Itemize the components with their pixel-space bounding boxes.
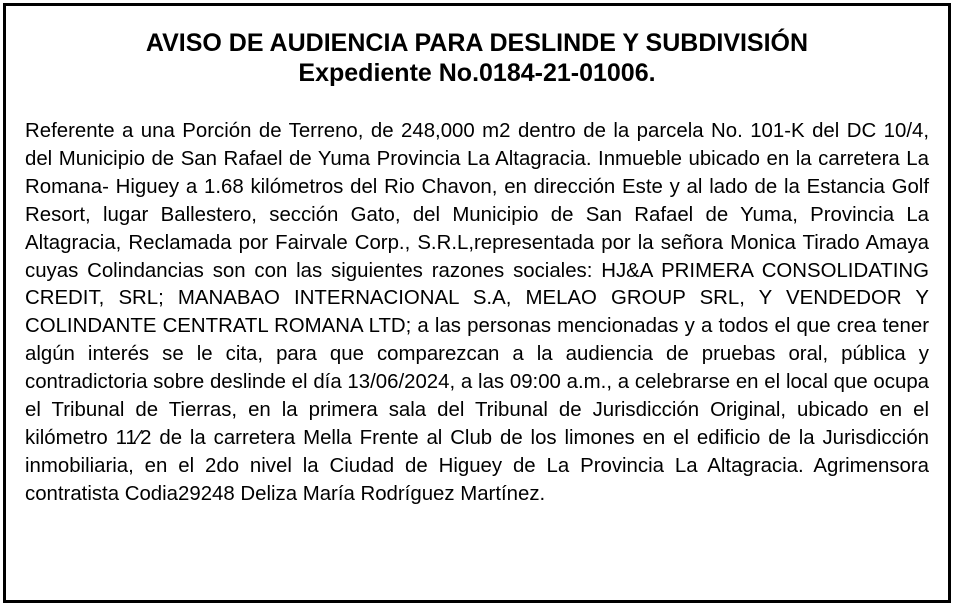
notice-body-text: Referente a una Porción de Terreno, de 248,000 m2 dentro de la parcela No. 101-K del DC 10/4, del Municipio de San Rafael de Yuma Provincia La Altagracia. Inmueble ubicado en la carretera La Romana- Higuey a 1.68 kilómetros del Rio Chavon, en dirección Este y al lado de la Estancia Golf Resort, lugar Ballestero, sección Gato, del Municipio de San Rafael de Yuma, Provincia La Altagracia, Reclamada por Fairvale Corp., S.R.L,representada por la señora Monica Tirado Amaya cuyas Colindancias son con las siguientes razones sociales: HJ&A PRIMERA CONSOLIDATING CREDIT, SRL; MANABAO INTERNACIONAL S.A, MELAO GROUP SRL, Y VENDEDOR Y COLINDANTE CENTRATL ROMANA LTD; a las personas mencionadas y a todos el que crea tener algún interés se le cita, para que comparezcan a la audiencia de pruebas oral, pública y contradictoria sobre deslinde el día 13/06/2024, a las 09:00 a.m., a celebrarse en el local que ocupa el Tribunal de Tierras, en la primera sala del Tribunal de Jurisdicción Original, ubicado en el kilómetro 11⁄2 de la carretera Mella Frente al Club de los limones en el edificio de la Jurisdicción inmobiliaria, en el 2do nivel la Ciudad de Higuey de La Provincia La Altagracia. Agrimensora contratista Codia29248 Deliza María Rodríguez Martínez. [25,120,929,505]
case-number: Expediente No.0184-21-01006. [298,59,656,87]
notice-heading [6,28,948,88]
notice-title: AVISO DE AUDIENCIA PARA DESLINDE Y SUBDIVISIÓN [145,29,809,57]
notice-box [3,3,951,603]
